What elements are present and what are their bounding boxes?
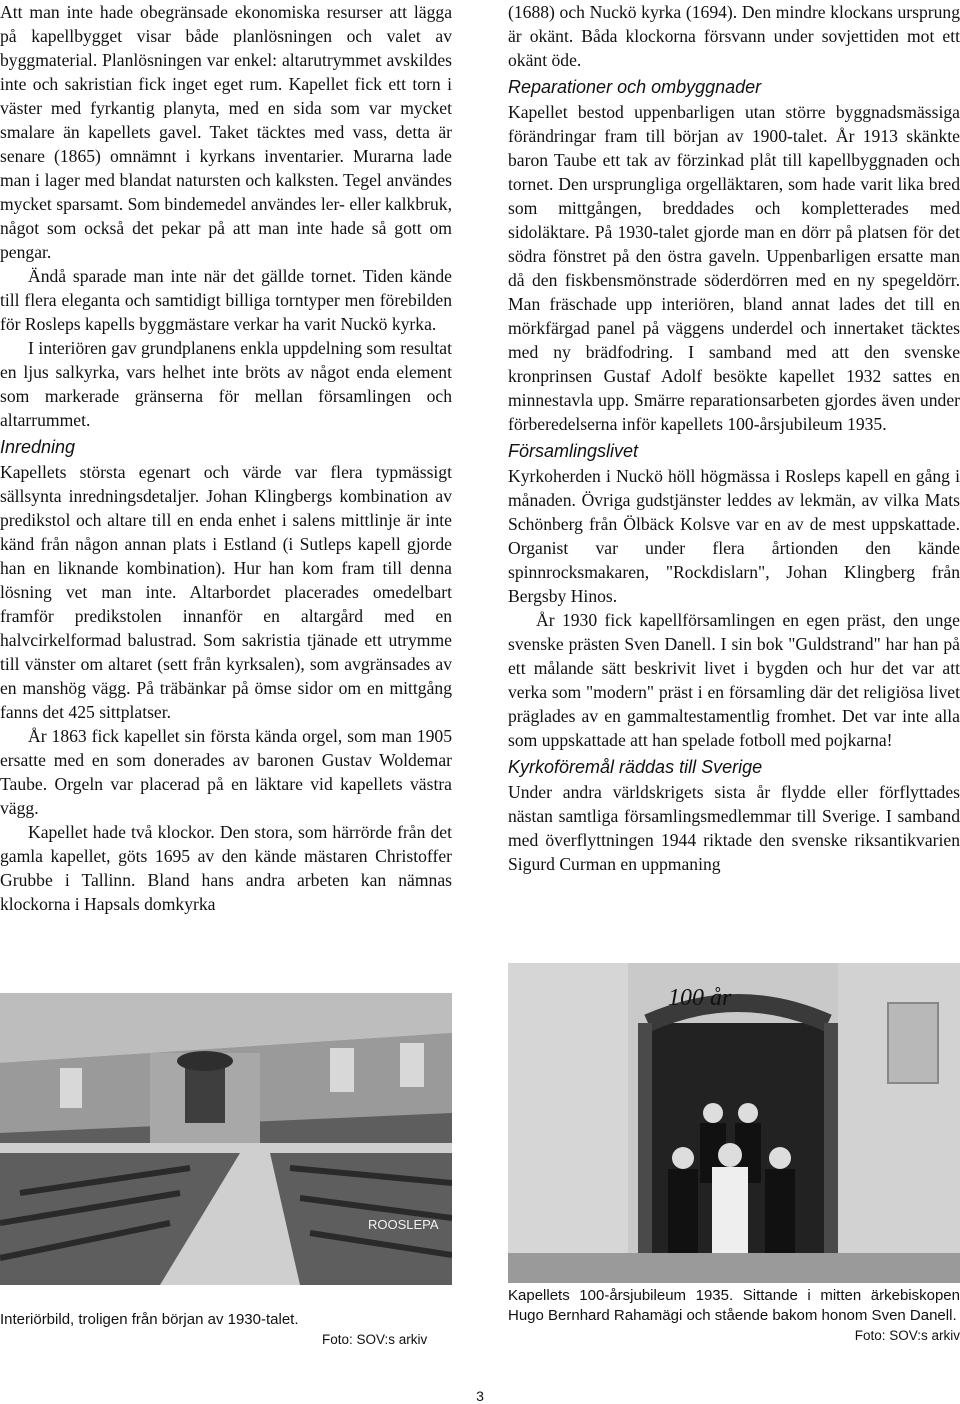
jubilee-photo-drawing [508, 963, 960, 1283]
interior-photo-overlay: ROOSLEPA [368, 1217, 439, 1232]
paragraph-inredning-2: År 1863 fick kapellet sin första kända orgel, som man 1905 ersatte med en som donerades av baronen Gustav Woldemar Taube. Orgeln var placerad på en läktare vid kapellets västra vägg. [0, 726, 452, 818]
interior-caption-text: Interiörbild, troligen från början av 1930-talet. [0, 1311, 299, 1328]
paragraph-forsamlingslivet-2: År 1930 fick kapellförsamlingen en egen präst, den unge svenske prästen Sven Danell. I sin bok "Guldstrand" har han på ett målande sätt beskrivit livet i bygden och hur det var att verka som "modern" präst i en församling där det religiösa livet präglades av en gammaltestamentlig fromhet. Det var inte alla som uppskattade att han spelade fotboll med pojkarna! [508, 610, 960, 750]
jubilee-caption-text: Kapellets 100-årsjubileum 1935. Sittande i mitten ärkebiskopen Hugo Bernhard Rahamägi och stående bakom honom Sven Danell. [508, 1287, 960, 1324]
paragraph-inredning-3: Kapellet hade två klockor. Den stora, som härrörde från det gamla kapellet, göts 1695 av den kände mästaren Christoffer Grubbe i Tallinn. Bland hans andra arbeten kan nämnas klockorna i Hapsals domkyrka [0, 822, 452, 914]
heading-inredning: Inredning [0, 437, 76, 457]
interior-photo-credit: Foto: SOV:s arkiv [322, 1332, 428, 1347]
jubilee-photo [508, 963, 960, 1283]
jubilee-caption [508, 1286, 960, 1346]
heading-kyrkoforemal: Kyrkoföremål räddas till Sverige [508, 757, 763, 777]
interior-caption [0, 1310, 452, 1350]
right-column [508, 0, 960, 876]
paragraph-bells-continued: (1688) och Nuckö kyrka (1694). Den mindre klockans ursprung är okänt. Båda klockorna försvann under sovjettiden mot ett okänt öde. [508, 2, 960, 70]
paragraph-construction: Att man inte hade obegränsade ekonomiska resurser att lägga på kapellbygget visar både planlösningen och valet av byggmaterial. Planlösningen var enkel: altarutrymmet avskildes inte och sakristian fick inget eget rum. Kapellet fick ett torn i väster med fyrkantig planyta, med en sida som var mycket smalare än kapellets gavel. Taket täcktes med vass, detta är senare (1865) omnämnt i kyrkans inventarier. Murarna lade man i lager med blandat natursten och kalksten. Tegel användes mycket sparsamt. Som bindemedel användes ler- eller kalkbruk, något som också det pekar på att man inte hade så gott om pengar. [0, 2, 452, 262]
left-column [0, 0, 452, 916]
paragraph-kyrkoforemal: Under andra världskrigets sista år flydde eller förflyttades nästan samtliga församlingsmedlemmar till Sverige. I samband med överflyttningen 1944 riktade den svenske riksantikvarien Sigurd Curman en uppmaning [508, 782, 960, 874]
paragraph-inredning-1: Kapellets största egenart och värde var flera typmässigt sällsynta inredningsdetaljer. Johan Klingbergs kombination av predikstol och altare till en enda enhet i salens mittlinje är inte känd från någon annan plats i Estland (i Sutleps kapell gjorde han en liknande kombination). Hur han kom fram till denna lösning vet man inte. Altarbordet placerades omedelbart framför predikstolen innanför en altargård med en halvcirkelformad balustrad. Som sakristia tjänade ett utrymme till vänster om altaret (sett från kyrksalen), som avgränsades av en manshög vägg. På träbänkar på ömse sidor om en mittgång fanns det 425 sittplatser. [0, 462, 452, 722]
heading-forsamlingslivet: Församlingslivet [508, 441, 639, 461]
paragraph-forsamlingslivet-1: Kyrkoherden i Nuckö höll högmässa i Rosleps kapell en gång i månaden. Övriga gudstjänster leddes av lekmän, av vilka Mats Schönberg från Ölbäck Kolsve var en av de mest uppskattade. Organist var under flera årtionden den kände spinnrocksmakaren, "Rockdislarn", Johan Klingberg från Bergsby Hinos. [508, 466, 960, 606]
paragraph-interior: I interiören gav grundplanens enkla uppdelning som resultat en ljus salkyrka, vars helhet inte bröts av något enda element som markerade gränserna för mellan församlingen och altarrummet. [0, 338, 452, 430]
page-number: 3 [476, 1388, 484, 1404]
interior-photo [0, 993, 452, 1285]
paragraph-tower: Ändå sparade man inte när det gällde tornet. Tiden kände till flera eleganta och samtidigt billiga torntyper men förebilden för Rosleps kapells byggmästare verkar ha varit Nuckö kyrka. [0, 266, 452, 334]
jubilee-photo-credit: Foto: SOV:s arkiv [854, 1328, 960, 1343]
interior-photo-drawing [0, 993, 452, 1285]
paragraph-reparationer: Kapellet bestod uppenbarligen utan större byggnadsmässiga förändringar fram till början av 1900-talet. År 1913 skänkte baron Taube ett tak av förzinkad plåt till kapellbyggnaden och tornet. Den ursprungliga orgelläktaren, som hade varit lika bred som mittgången, breddades och kompletterades med sidoläktare. På 1930-talet gjorde man en dörr på platsen för det södra fönstret på den östra gaveln. Uppenbarligen ersatte man då den fiskbensmönstrade söderdörren med en ny spegeldörr. Man fräschade upp interiören, bland annat lades det till en mörkfärgad panel på väggens underdel och innertaket täcktes med ny brädfodring. I samband med att den svenske kronprinsen Gustaf Adolf besökte kapellet 1932 sattes en minnestavla upp. Smärre reparationsarbeten gjordes även under förberedelserna inför kapellets 100-årsjubileum 1935. [508, 102, 960, 434]
heading-reparationer: Reparationer och ombyggnader [508, 77, 762, 97]
jubilee-photo-overlay: 100 år [668, 985, 732, 1011]
